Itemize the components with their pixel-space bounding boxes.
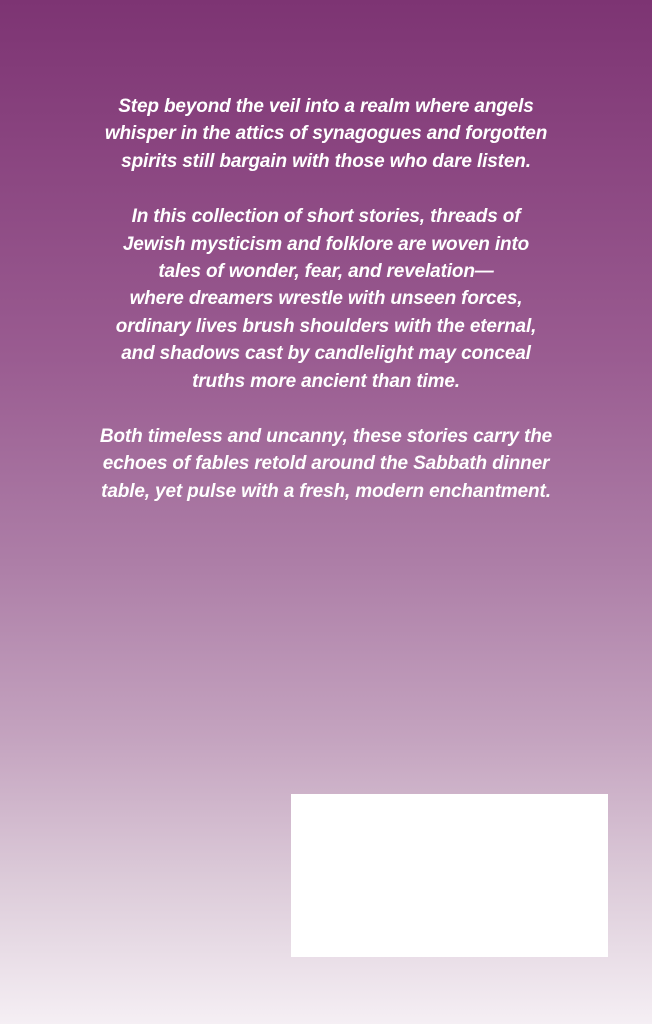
blurb-line: Both timeless and uncanny, these stories carry the [99, 426, 553, 448]
blurb-line: where dreamers wrestle with unseen forces, [129, 288, 523, 310]
back-cover-blurb [40, 93, 612, 533]
blurb-line: and shadows cast by candlelight may conceal [121, 343, 531, 365]
blurb-line: spirits still bargain with those who dare listen. [121, 150, 531, 172]
blurb-line: Jewish mysticism and folklore are woven into [122, 233, 530, 255]
blurb-line: ordinary lives brush shoulders with the eternal, [115, 315, 537, 337]
blurb-line: In this collection of short stories, threads of [131, 206, 521, 228]
blurb-line: truths more ancient than time. [192, 370, 460, 392]
blurb-line: tales of wonder, fear, and revelation— [158, 261, 494, 283]
blurb-line: Step beyond the veil into a realm where angels [118, 96, 534, 117]
blurb-paragraph-3 [40, 423, 612, 505]
blurb-line: echoes of fables retold around the Sabbath dinner [102, 453, 550, 475]
blurb-line: whisper in the attics of synagogues and forgotten [104, 123, 548, 145]
blurb-paragraph-1 [40, 93, 612, 175]
blurb-line: table, yet pulse with a fresh, modern enchantment. [101, 480, 551, 502]
blurb-paragraph-2 [40, 203, 612, 395]
barcode-placeholder [291, 794, 608, 957]
